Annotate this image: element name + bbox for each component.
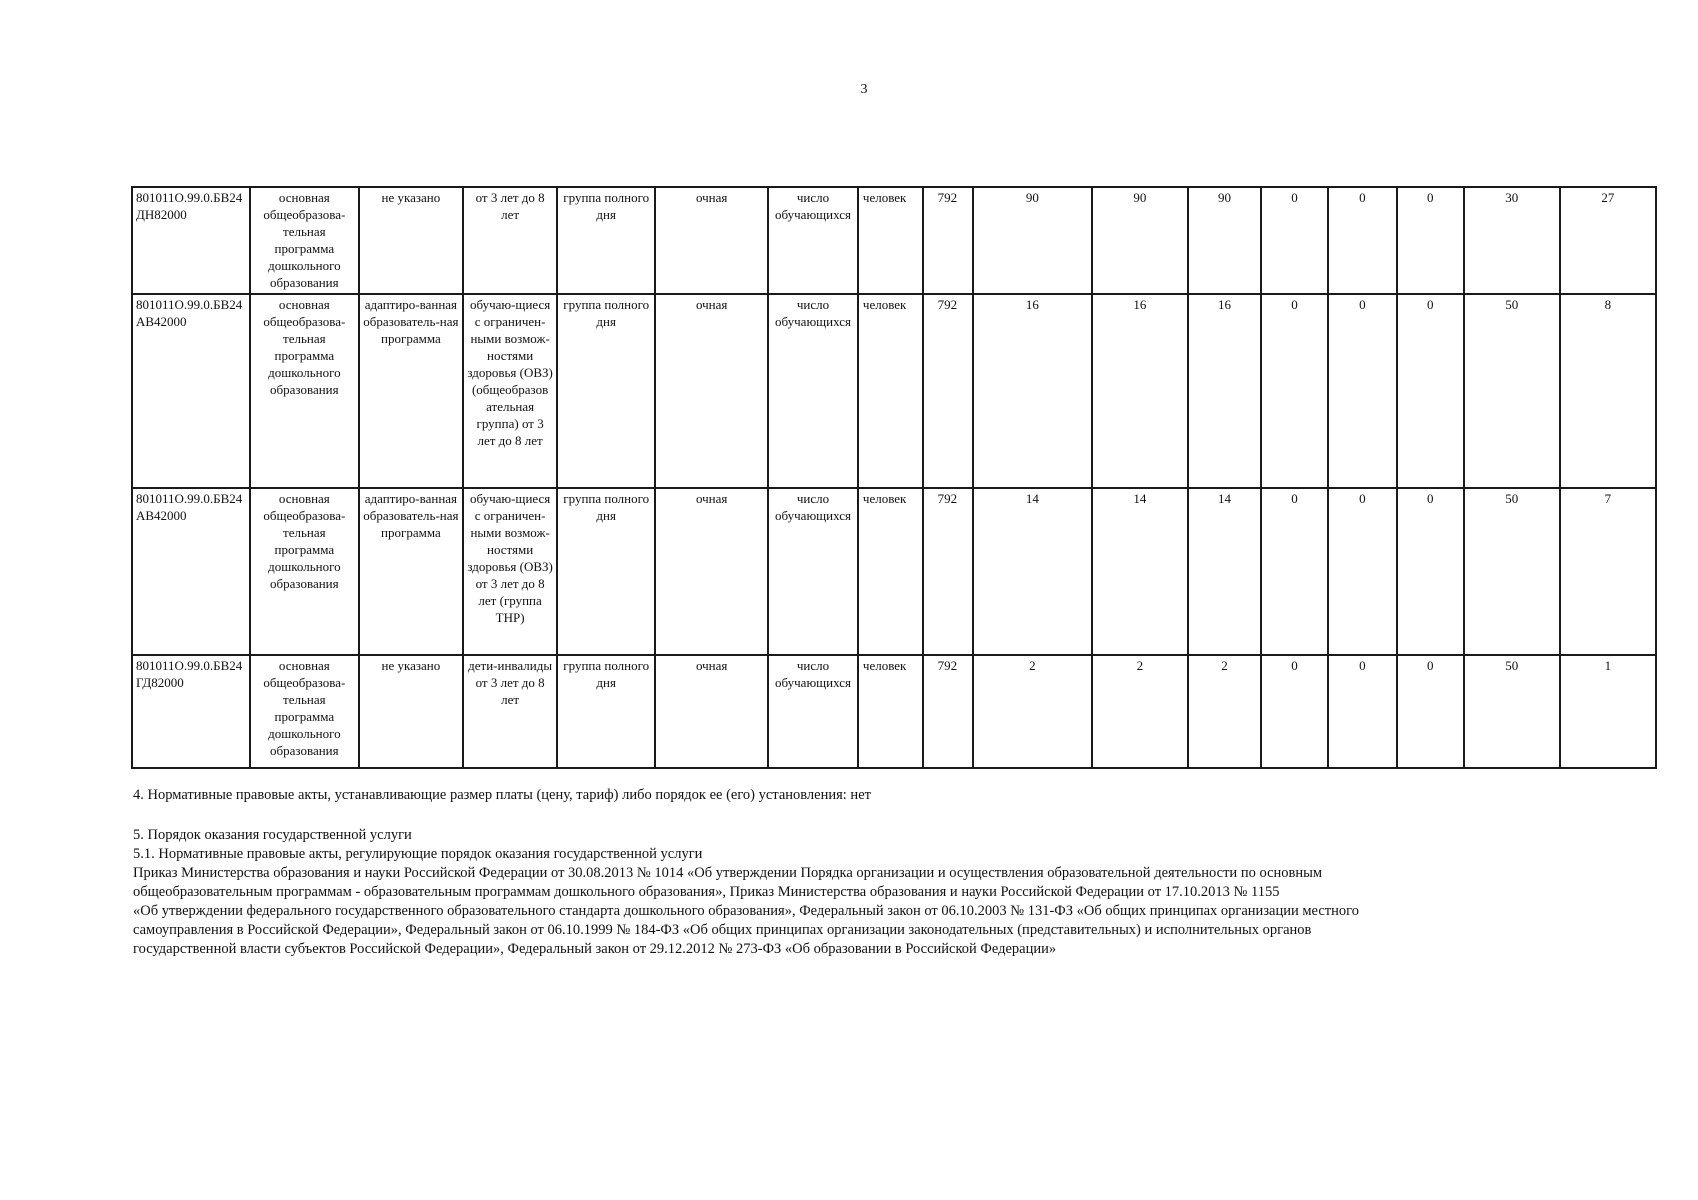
table-row <box>132 294 1656 488</box>
value-cell: 16 <box>1092 294 1188 488</box>
value-cell: 30 <box>1464 187 1560 294</box>
value-cell: 14 <box>1188 488 1261 655</box>
table-row <box>132 655 1656 768</box>
category-cell: обучаю-щиеся с ограничен-ными возмож-ностями здоровья (ОВЗ) от 3 лет до 8 лет (группа ТНР) <box>463 488 557 655</box>
program-cell: основная общеобразова-тельная программа дошкольного образования <box>250 488 359 655</box>
value-cell: 1 <box>1560 655 1656 768</box>
value-cell: 0 <box>1328 655 1397 768</box>
indicator-cell: число обучающихся <box>768 655 858 768</box>
program-cell: основная общеобразова-тельная программа дошкольного образования <box>250 187 359 294</box>
okei-code-cell: 792 <box>923 655 973 768</box>
form-cell: очная <box>655 294 768 488</box>
form-cell: очная <box>655 187 768 294</box>
group-cell: группа полного дня <box>557 187 655 294</box>
unit-cell: человек <box>858 187 923 294</box>
form-cell: очная <box>655 488 768 655</box>
registry-code-cell: 801011О.99.0.БВ24ГД82000 <box>132 655 250 768</box>
value-cell: 0 <box>1261 187 1328 294</box>
value-cell: 27 <box>1560 187 1656 294</box>
section-5-1-title: 5.1. Нормативные правовые акты, регулирующие порядок оказания государственной услуги <box>133 846 703 862</box>
value-cell: 7 <box>1560 488 1656 655</box>
value-cell: 0 <box>1261 294 1328 488</box>
program-type-cell: адаптиро-ванная образователь-ная программа <box>359 294 463 488</box>
unit-cell: человек <box>858 488 923 655</box>
value-cell: 14 <box>973 488 1092 655</box>
value-cell: 16 <box>973 294 1092 488</box>
value-cell: 0 <box>1261 655 1328 768</box>
registry-code-cell: 801011О.99.0.БВ24ДН82000 <box>132 187 250 294</box>
section-4-paragraph: 4. Нормативные правовые акты, устанавливающие размер платы (цену, тариф) либо порядок ее (его) установления: нет <box>133 787 871 803</box>
category-cell: от 3 лет до 8 лет <box>463 187 557 294</box>
program-type-cell: адаптиро-ванная образователь-ная программа <box>359 488 463 655</box>
value-cell: 2 <box>973 655 1092 768</box>
registry-code-cell: 801011О.99.0.БВ24АВ42000 <box>132 294 250 488</box>
table-row <box>132 187 1656 294</box>
value-cell: 0 <box>1397 294 1464 488</box>
legal-acts-line: государственной власти субъектов Российской Федерации», Федеральный закон от 29.12.2012 № 273-ФЗ «Об образовании в Российской Федерации» <box>133 941 1057 957</box>
unit-cell: человек <box>858 655 923 768</box>
category-cell: дети-инвалиды от 3 лет до 8 лет <box>463 655 557 768</box>
table-row <box>132 488 1656 655</box>
value-cell: 0 <box>1328 488 1397 655</box>
value-cell: 0 <box>1397 655 1464 768</box>
program-cell: основная общеобразова-тельная программа дошкольного образования <box>250 655 359 768</box>
indicator-cell: число обучающихся <box>768 187 858 294</box>
value-cell: 0 <box>1397 187 1464 294</box>
value-cell: 50 <box>1464 655 1560 768</box>
legal-acts-line: «Об утверждении федерального государственного образовательного стандарта дошкольного образования», Федеральный закон от 06.10.2003 № 131-ФЗ «Об общих принципах организации местного <box>133 903 1359 919</box>
group-cell: группа полного дня <box>557 655 655 768</box>
program-type-cell: не указано <box>359 655 463 768</box>
value-cell: 0 <box>1328 294 1397 488</box>
legal-acts-line: общеобразовательным программам - образовательным программам дошкольного образования», Приказ Министерства образования и науки Российской Федерации от 17.10.2013 № 1155 <box>133 884 1280 900</box>
value-cell: 90 <box>1188 187 1261 294</box>
value-cell: 16 <box>1188 294 1261 488</box>
indicator-cell: число обучающихся <box>768 294 858 488</box>
program-type-cell: не указано <box>359 187 463 294</box>
value-cell: 0 <box>1328 187 1397 294</box>
value-cell: 50 <box>1464 488 1560 655</box>
group-cell: группа полного дня <box>557 294 655 488</box>
value-cell: 50 <box>1464 294 1560 488</box>
registry-code-cell: 801011О.99.0.БВ24АВ42000 <box>132 488 250 655</box>
value-cell: 14 <box>1092 488 1188 655</box>
legal-acts-line: самоуправления в Российской Федерации», Федеральный закон от 06.10.1999 № 184-ФЗ «Об общих принципах организации законодательных (представительных) и исполнительных органов <box>133 922 1312 938</box>
legal-acts-line: Приказ Министерства образования и науки Российской Федерации от 30.08.2013 № 1014 «Об утверждении Порядка организации и осуществления образовательной деятельности по основным <box>133 865 1323 881</box>
okei-code-cell: 792 <box>923 488 973 655</box>
section-5-title: 5. Порядок оказания государственной услуги <box>133 827 412 843</box>
value-cell: 90 <box>973 187 1092 294</box>
value-cell: 8 <box>1560 294 1656 488</box>
value-cell: 2 <box>1188 655 1261 768</box>
section-5 <box>133 826 1613 959</box>
value-cell: 0 <box>1397 488 1464 655</box>
unit-cell: человек <box>858 294 923 488</box>
category-cell: обучаю-щиеся с ограничен-ными возмож-ностями здоровья (ОВЗ) (общеобразов ательная группа) от 3 лет до 8 лет <box>463 294 557 488</box>
value-cell: 0 <box>1261 488 1328 655</box>
page-number: 3 <box>860 82 868 97</box>
program-cell: основная общеобразова-тельная программа дошкольного образования <box>250 294 359 488</box>
service-volume-table <box>131 186 1657 769</box>
okei-code-cell: 792 <box>923 294 973 488</box>
value-cell: 2 <box>1092 655 1188 768</box>
indicator-cell: число обучающихся <box>768 488 858 655</box>
okei-code-cell: 792 <box>923 187 973 294</box>
group-cell: группа полного дня <box>557 488 655 655</box>
value-cell: 90 <box>1092 187 1188 294</box>
form-cell: очная <box>655 655 768 768</box>
